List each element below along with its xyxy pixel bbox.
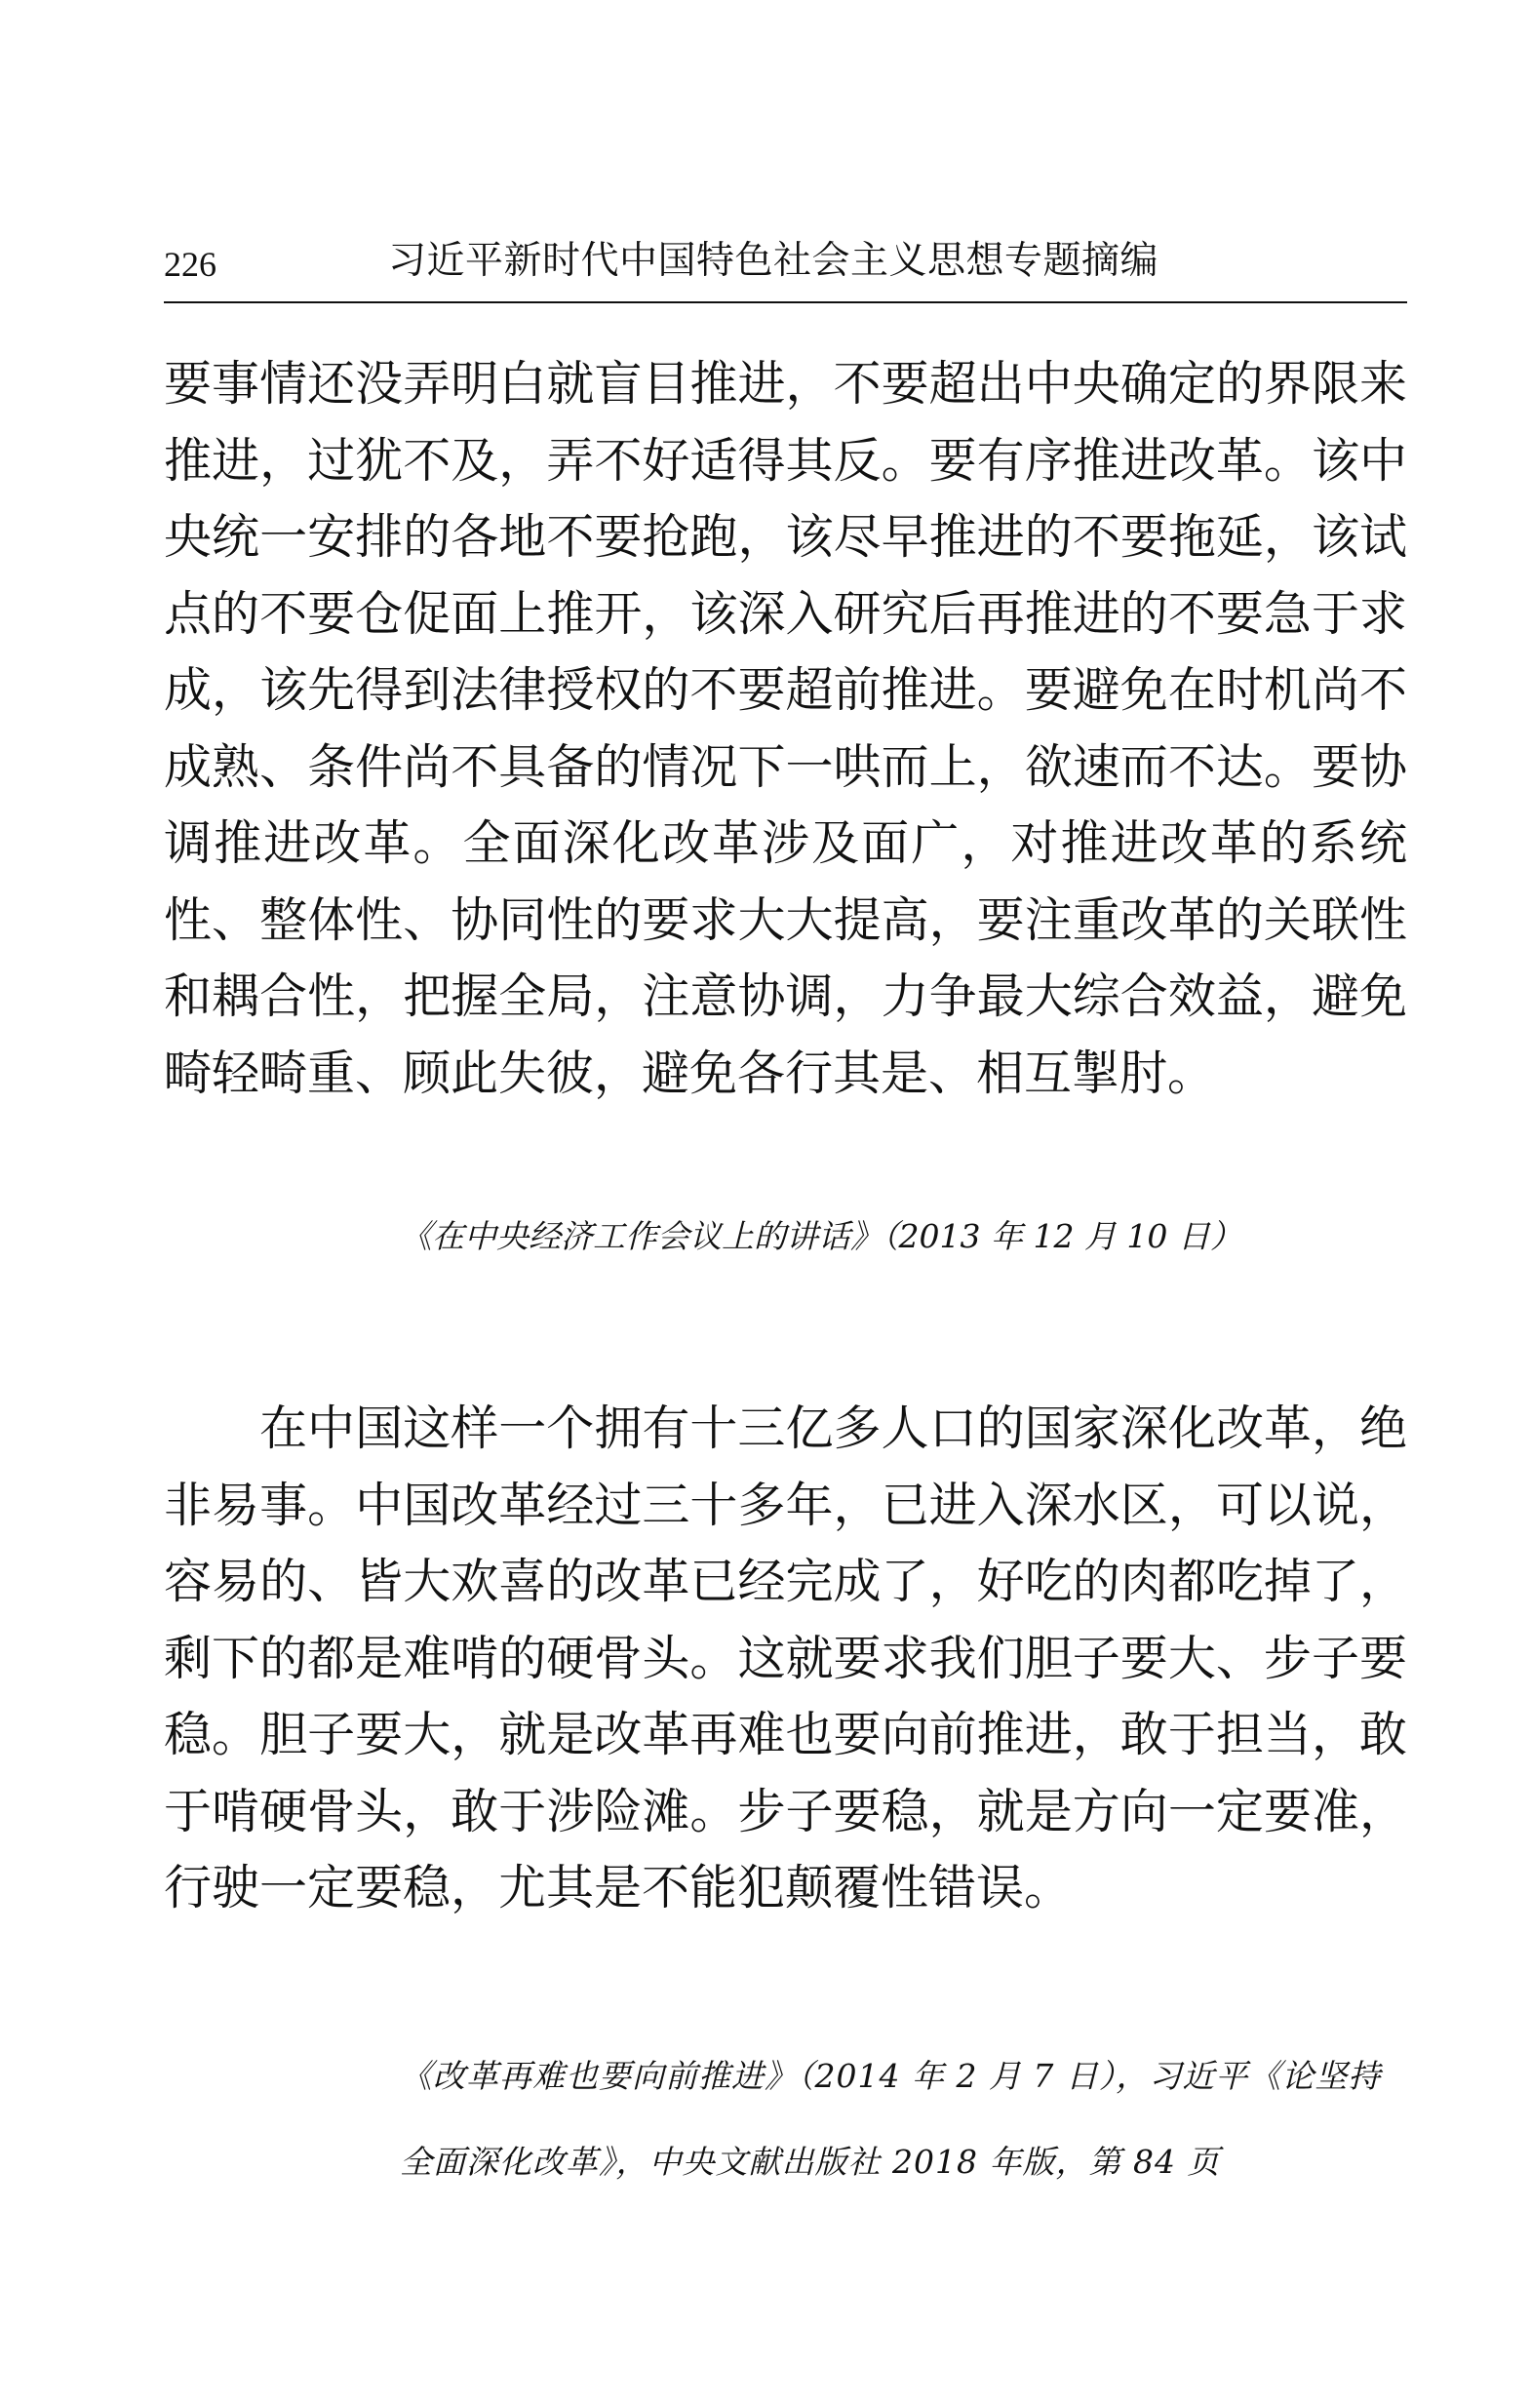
excerpt-2-source: 《改革再难也要向前推进》（2014 年 2 月 7 日），习近平《论坚持全面深化改革》，中央文献出版社 2018 年版，第 84 页 (400, 2057, 1382, 2181)
page-number: 226 (164, 245, 216, 284)
excerpt-1-source: 《在中央经济工作会议上的讲话》（2013 年 12 月 10 日） (400, 1217, 1242, 1255)
excerpt-1-text: 要事情还没弄明白就盲目推进，不要超出中央确定的界限来推进，过犹不及，弄不好适得其反。要有序推进改革。该中央统一安排的各地不要抢跑，该尽早推进的不要拖延，该试点的不要仓促面上推开，该深入研究后再推进的不要急于求成，该先得到法律授权的不要超前推进。要避免在时机尚不成熟、条件尚不具备的情况下一哄而上，欲速而不达。要协调推进改革。全面深化改革涉及面广，对推进改革的系统性、整体性、协同性的要求大大提高，要注重改革的关联性和耦合性，把握全局，注意协调，力争最大综合效益，避免畸轻畸重、顾此失彼，避免各行其是、相互掣肘。 (164, 356, 1407, 1101)
running-head (164, 234, 1407, 302)
excerpt-2-text: 在中国这样一个拥有十三亿多人口的国家深化改革，绝非易事。中国改革经过三十多年，已进入深水区，可以说，容易的、皆大欢喜的改革已经完成了，好吃的肉都吃掉了，剩下的都是难啃的硬骨头。这就要求我们胆子要大、步子要稳。胆子要大，就是改革再难也要向前推进，敢于担当，敢于啃硬骨头，敢于涉险滩。步子要稳，就是方向一定要准，行驶一定要稳，尤其是不能犯颠覆性错误。 (164, 1401, 1407, 1915)
book-title: 习近平新时代中国特色社会主义思想专题摘编 (388, 239, 1159, 283)
header-rule (164, 301, 1407, 303)
